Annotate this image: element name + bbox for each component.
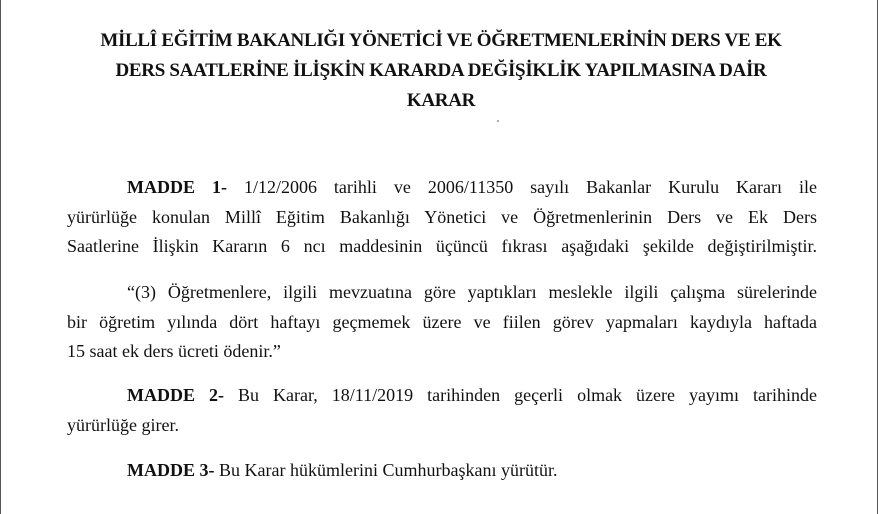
- title-line-3: KARAR: [406, 90, 476, 111]
- quote-line-3: 15 saat ek ders ücreti ödenir.”: [67, 341, 281, 361]
- article-3-line-1: [67, 456, 817, 486]
- quote-line-2: bir öğretim yılında dört haftayı geçmemek üzere ve fiilen görev yapmaları kaydıyla haftada: [67, 311, 817, 332]
- article-1-label: MADDE 1-: [127, 177, 227, 197]
- quoted-paragraph: [67, 278, 817, 367]
- article-1-text-1: 1/12/2006 tarihli ve 2006/11350 sayılı Bakanlar Kurulu Kararı ile: [243, 177, 817, 197]
- title-line-1: MİLLÎ EĞİTİM BAKANLIĞI YÖNETİCİ VE ÖĞRETMENLERİNİN DERS VE EK: [100, 30, 782, 51]
- article-1-line-1: [67, 173, 817, 203]
- article-1: [67, 173, 817, 262]
- article-2-text-1: Bu Karar, 18/11/2019 tarihinden geçerli olmak üzere yayımı tarihinde: [238, 385, 817, 405]
- article-1-line-2: yürürlüğe konulan Millî Eğitim Bakanlığı Yönetici ve Öğretmenlerinin Ders ve Ek Ders: [67, 206, 817, 227]
- scan-speck: [497, 120, 499, 122]
- article-2-line-1: [67, 381, 817, 411]
- article-2-line-2: yürürlüğe girer.: [67, 414, 179, 435]
- article-3: [67, 456, 817, 486]
- quote-line-1: “(3) Öğretmenlere, ilgili mevzuatına göre yaptıkları meslekle ilgili çalışma sürelerinde: [127, 282, 817, 302]
- article-3-label: MADDE 3-: [127, 460, 215, 480]
- title-line-2: DERS SAATLERİNE İLİŞKİN KARARDA DEĞİŞİKLİK YAPILMASINA DAİR: [115, 60, 767, 81]
- article-2: [67, 381, 817, 440]
- article-3-text-1: Bu Karar hükümlerini Cumhurbaşkanı yürütür.: [219, 460, 558, 480]
- document-title: [61, 26, 821, 116]
- article-2-label: MADDE 2-: [127, 385, 224, 405]
- article-1-line-3: Saatlerine İlişkin Kararın 6 ncı maddesinin üçüncü fıkrası aşağıdaki şekilde değiştirilmiştir.: [67, 236, 817, 256]
